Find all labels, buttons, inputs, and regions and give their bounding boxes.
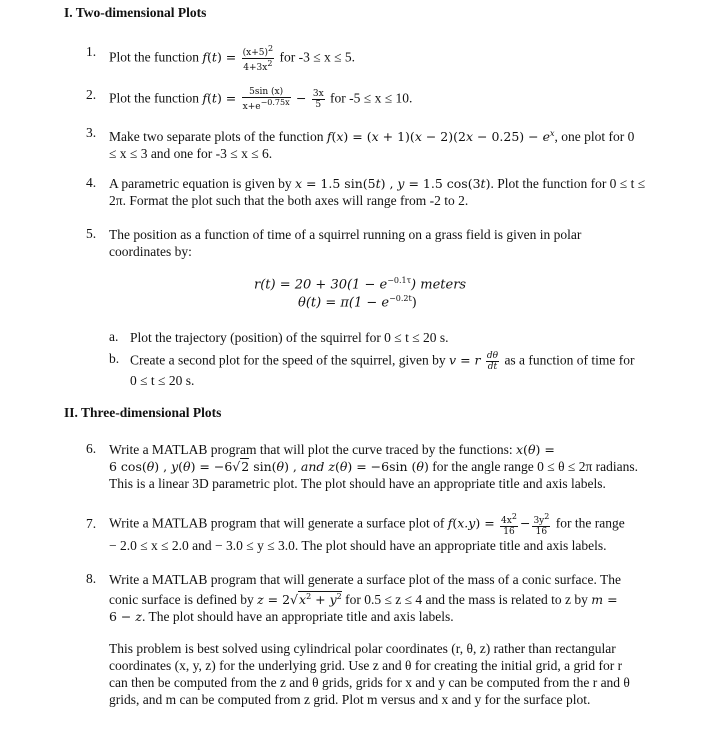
hint-paragraph: This problem is best solved using cylindrical polar coordinates (r, θ, z) rather than rectangular coordinates (x, y, z) for the underlying grid. Use z and θ for creating the initial grid, a grid for r can then be computed from the z and θ grids, grids for x and y can be computed from the r and θ grids, and m can be computed from z grid. Plot m versus and x and y for the surface plot. [109,641,630,707]
equation-r: $r(t) = 20 + 30(1 - e^{-0.1\tau})$ meters [254,276,467,293]
item-number: 7. [86,516,97,531]
section-title-3d: II. Three-dimensional Plots [64,405,222,420]
section-title-2d: I. Two-dimensional Plots [64,5,207,20]
equation-theta: $\theta(t) = \pi(1 - e^{-0.2t})$ [298,294,417,311]
sub-item-letter: a. [109,329,119,344]
item-number: 3. [86,125,97,140]
item-7-text: Write a MATLAB program that will generate a surface plot of f(x.y) = $\frac{4x^2}{16}$ − $\frac{3y^2}{16}$ for the range − 2.0 ≤ x ≤ 2.0 and − 3.0 ≤ y ≤ 3.0. The plot should have an appropriate title and axis labels. [109,512,625,553]
item-number: 6. [86,441,97,456]
item-5a-text: Plot the trajectory (position) of the squirrel for 0 ≤ t ≤ 20 s. [130,330,449,345]
item-2-text: Plot the function f(t) = $\frac{5\sin (x)}{x+e^{-0.75x}}$ − $\frac{3x}{5}$ for -5 ≤ x ≤ 10. [109,87,413,112]
sub-item-letter: b. [109,351,120,366]
fraction: $\frac{(x+5)^2}{4+3x^2}$ [242,44,274,73]
item-number: 1. [86,44,97,59]
item-3-text: Make two separate plots of the function $f(x) = (x + 1)(x - 2)(2x - 0.25) - e^x$, one plot for 0 ≤ x ≤ 3 and one for -3 ≤ x ≤ 6. [109,129,635,162]
item-number: 4. [86,175,97,190]
item-5b-text: Create a second plot for the speed of the squirrel, given by v = r $\frac{d\theta}{dt}$ as a function of time for 0 ≤ t ≤ 20 s. [130,351,635,388]
item-number: 5. [86,226,97,241]
item-1-text: Plot the function f(t) = $\frac{(x+5)^2}{4+3x^2}$ for -3 ≤ x ≤ 5. [109,44,356,73]
item-4-text: A parametric equation is given by x = 1.5 sin(5t) , y = 1.5 cos(3t). Plot the function for 0 ≤ t ≤ 2π. Format the plot such that the both axes will range from -2 to 2. [109,176,646,208]
item-number: 8. [86,571,97,586]
item-6-text: Write a MATLAB program that will plot the curve traced by the functions: x(θ) = 6 cos(θ) , y(θ) = −6√2 sin(θ) , and z(θ) = −6sin (θ) for the angle range 0 ≤ θ ≤ 2π radians. This is a linear 3D parametric plot. The plot should have an appropriate title and axis labels. [109,442,639,491]
item-5-text: The position as a function of time of a squirrel running on a grass field is given in polar coordinates by: [109,227,582,259]
item-number: 2. [86,87,97,102]
item-8-text: Write a MATLAB program that will generate a surface plot of the mass of a conic surface. The conic surface is defined by $z = 2√x^2 + y^2$ for 0.5 ≤ z ≤ 4 and the mass is related to z by m = 6 − z. The plot should have an appropriate title and axis labels. [109,572,622,625]
